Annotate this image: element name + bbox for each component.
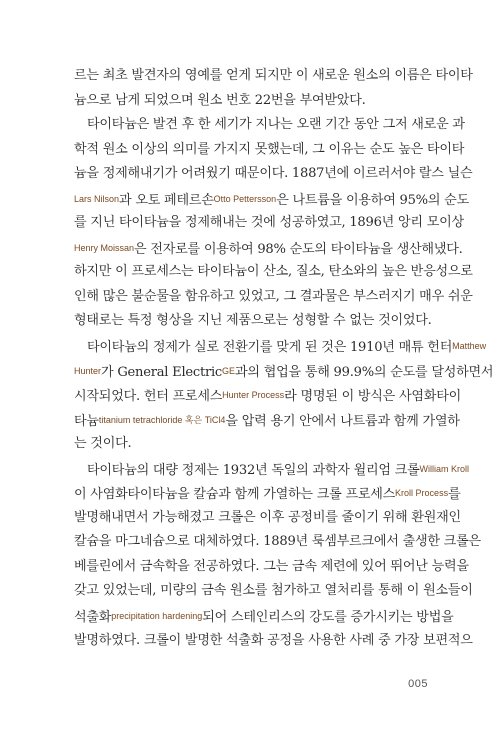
english-annotation: William Kroll [419, 463, 469, 474]
text-line [74, 89, 426, 114]
line-text: 석출화 [74, 610, 112, 626]
line-text: 이 사염화타이타늄을 칼슘과 함께 가열하는 크롤 프로세스 [74, 487, 396, 503]
line-text: 은 나트륨을 이용하여 95%의 순도 [276, 192, 469, 208]
english-annotation: Hunter Process [222, 390, 285, 401]
line-text: 타이타늄은 발견 후 한 세기가 지나는 오랜 기간 동안 그저 새로운 과 [87, 117, 465, 133]
line-text: 타늄 [74, 413, 99, 429]
line-text: 는 것이다. [74, 436, 132, 452]
text-line [74, 113, 465, 138]
english-annotation: Kroll Process [395, 488, 449, 499]
text-line [74, 629, 473, 654]
text-line [74, 334, 487, 359]
line-text: 되어 스테인리스의 강도를 증가시키는 방법을 [202, 610, 454, 626]
line-text: 늄을 정제해내기가 어려웠기 때문이다. 1887년에 이르러서야 랄스 닐슨 [74, 166, 473, 182]
text-line [74, 457, 469, 482]
english-annotation: Lars Nilson [74, 193, 120, 204]
text-line [74, 285, 473, 310]
line-text: 을 압력 용기 안에서 나트륨과 함께 가열하 [225, 413, 460, 429]
text-line [74, 432, 426, 457]
line-text: 칼슘을 마그네슘으로 대체하였다. 1889년 룩셈부르크에서 출생한 크롤은 [74, 534, 481, 550]
english-annotation: GE [222, 365, 236, 376]
line-text: 가 General Electric [101, 364, 223, 380]
text-line [74, 604, 454, 629]
english-annotation: Henry Moissan [74, 242, 135, 253]
text-line [74, 530, 481, 555]
line-text: 형태로는 특정 형상을 지닌 제품으로는 성형할 수 없는 것이었다. [74, 313, 432, 329]
body-text [74, 64, 494, 653]
english-annotation: Matthew [452, 341, 487, 352]
text-line [74, 236, 463, 261]
line-text: 를 [448, 487, 461, 503]
line-text: 타이타늄의 정제가 실로 전환기를 맞게 된 것은 1910년 매튜 헌터 [87, 340, 453, 356]
text-line [74, 211, 464, 236]
text-line [74, 359, 494, 384]
line-text: 를 지닌 타이타늄을 정제해내는 것에 성공하였고, 1896년 앙리 모이상 [74, 215, 464, 231]
english-annotation: Otto Pettersson [213, 193, 277, 204]
text-line [74, 309, 432, 334]
line-text: 하지만 이 프로세스는 타이타늄이 산소, 질소, 탄소와의 높은 반응성으로 [74, 264, 473, 280]
line-text: 과의 협업을 통해 99.9%의 순도를 달성하면서 [235, 364, 494, 380]
line-text: 과 오토 페테르손 [119, 192, 214, 208]
text-line [74, 383, 461, 408]
text-line [74, 481, 461, 506]
text-line [74, 187, 469, 212]
line-text: 타이타늄의 대량 정제는 1932년 독일의 과학자 윌리엄 크롤 [87, 462, 420, 478]
text-line [74, 579, 473, 604]
text-line [74, 555, 469, 580]
text-line [74, 138, 465, 163]
page-number: 005 [408, 678, 428, 690]
english-annotation: titanium tetrachloride 혹은 TiCl4 [98, 414, 226, 425]
line-text: 학적 원소 이상의 의미를 가지지 못했는데, 그 이유는 순도 높은 타이타 [74, 141, 465, 157]
line-text: 베를린에서 금속학을 전공하였다. 그는 금속 제련에 있어 뛰어난 능력을 [74, 558, 469, 574]
text-line [74, 408, 460, 433]
english-annotation: precipitation hardening [111, 611, 203, 622]
line-text: 인해 많은 불순물을 함유하고 있었고, 그 결과물은 부스러지기 매우 쉬운 [74, 288, 473, 304]
line-text: 라 명명된 이 방식은 사염화타이 [284, 389, 461, 405]
text-line [74, 162, 473, 187]
text-line [74, 64, 473, 89]
line-text: 늄으로 남게 되었으며 원소 번호 22번을 부여받았다. [74, 92, 366, 108]
english-annotation: Hunter [74, 365, 102, 376]
line-text: 은 전자로를 이용하여 98% 순도의 타이타늄을 생산해냈다. [134, 241, 463, 257]
line-text: 시작되었다. 헌터 프로세스 [74, 389, 223, 405]
text-line [74, 506, 461, 531]
line-text: 갖고 있었는데, 미량의 금속 원소를 첨가하고 열처리를 통해 이 원소들이 [74, 583, 473, 599]
line-text: 발명하였다. 크롤이 발명한 석출화 공정을 사용한 사례 중 가장 보편적으 [74, 632, 473, 648]
line-text: 르는 최초 발견자의 영예를 얻게 되지만 이 새로운 원소의 이름은 타이타 [74, 68, 473, 83]
text-line [74, 260, 473, 285]
line-text: 발명해내면서 가능해졌고 크롤은 이후 공정비를 줄이기 위해 환원재인 [74, 509, 461, 525]
